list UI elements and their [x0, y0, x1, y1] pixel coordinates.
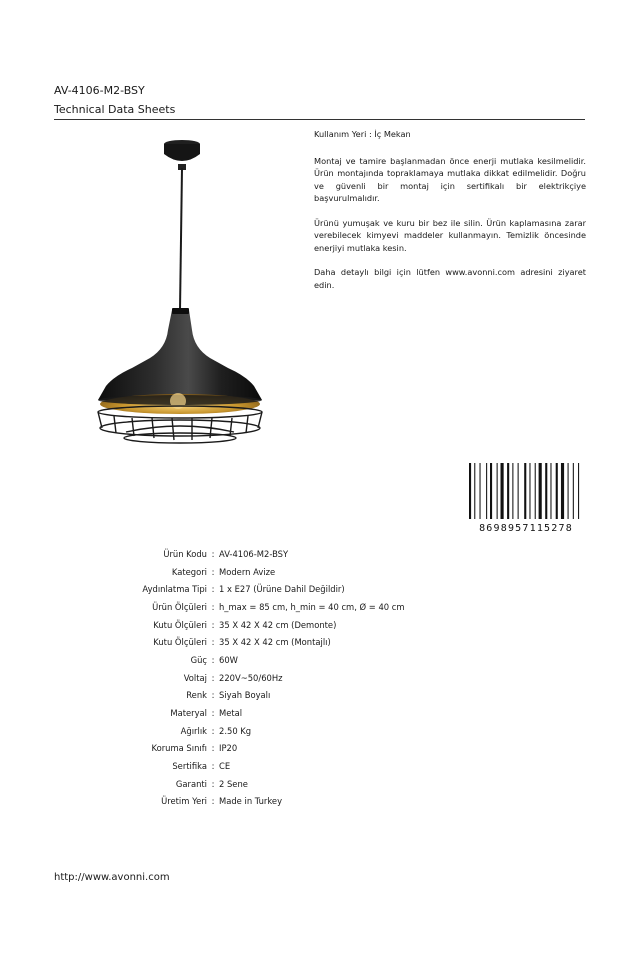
barcode-bar [490, 463, 492, 519]
spec-label: Kategori [171, 566, 207, 577]
spec-table [90, 545, 405, 810]
spec-separator: : [211, 548, 215, 559]
barcode-bar [518, 463, 519, 519]
barcode-bar [573, 463, 574, 519]
spec-row [90, 757, 405, 775]
barcode-bar [568, 463, 569, 519]
spec-separator: : [211, 637, 215, 648]
spec-value: 2 Sene [219, 778, 248, 789]
info-block [314, 128, 586, 303]
spec-label: Kutu Ölçüleri [153, 619, 207, 630]
barcode-number: 8698957115278 [479, 523, 573, 533]
spec-label: Sertifika [172, 761, 207, 772]
spec-value: 35 X 42 X 42 cm (Demonte) [219, 619, 337, 630]
page-subtitle: Technical Data Sheets [54, 103, 176, 116]
spec-value: 60W [219, 654, 238, 665]
spec-label: Aydınlatma Tipi [142, 584, 207, 595]
spec-value: 220V~50/60Hz [219, 672, 283, 683]
spec-label: Garanti [175, 778, 207, 789]
spec-value: h_max = 85 cm, h_min = 40 cm, Ø = 40 cm [219, 601, 405, 612]
spec-label: Voltaj [183, 672, 207, 683]
barcode-bar [561, 463, 564, 519]
spec-label: Kutu Ölçüleri [153, 637, 207, 648]
barcode-bar [512, 463, 513, 519]
spec-row [90, 633, 405, 651]
product-code-title: AV-4106-M2-BSY [54, 84, 145, 97]
spec-separator: : [211, 743, 215, 754]
barcode-bar [474, 463, 475, 519]
spec-separator: : [211, 601, 215, 612]
usage-text: Kullanım Yeri : İç Mekan [314, 129, 411, 139]
spec-row [90, 598, 405, 616]
spec-row [90, 669, 405, 687]
spec-label: Ürün Ölçüleri [152, 601, 207, 612]
spec-separator: : [211, 566, 215, 577]
spec-row [90, 687, 405, 705]
spec-value: 2.50 Kg [219, 725, 252, 736]
barcode-bar [486, 463, 487, 519]
spec-row [90, 775, 405, 793]
barcode-bar [535, 463, 536, 519]
spec-value: CE [219, 761, 231, 772]
barcode-bar [480, 463, 481, 519]
spec-value: IP20 [219, 743, 238, 754]
barcode-bar [501, 463, 504, 519]
barcode-bar [556, 463, 558, 519]
spec-row [90, 793, 405, 811]
barcode-bar [539, 463, 542, 519]
spec-value: AV-4106-M2-BSY [219, 548, 289, 559]
spec-value: 35 X 42 X 42 cm (Montajlı) [219, 637, 331, 648]
spec-separator: : [211, 654, 215, 665]
barcode-bar [550, 463, 551, 519]
spec-separator: : [211, 778, 215, 789]
website-paragraph: Daha detaylı bilgi için lütfen www.avonni.com adresini ziyaret edin. [314, 267, 586, 290]
cleaning-paragraph: Ürünü yumuşak ve kuru bir bez ile silin. Ürün kaplamasına zarar verebilecek kimyevi maddeler kullanmayın. Temizlik öncesinde enerjiyi mutlaka kesin. [314, 217, 586, 253]
spec-separator: : [211, 725, 215, 736]
spec-separator: : [211, 796, 215, 807]
spec-label: Renk [186, 690, 207, 701]
spec-row [90, 545, 405, 563]
spec-value: Metal [219, 708, 243, 719]
spec-label: Güç [190, 654, 207, 665]
spec-row [90, 722, 405, 740]
barcode-bar [469, 463, 471, 519]
barcode-bar [524, 463, 526, 519]
safety-paragraph: Montaj ve tamire başlanmadan önce enerji mutlaka kesilmelidir. Ürün montajında topraklamaya mutlaka dikkat edilmelidir. Doğru ve güvenli bir montaj için sertifikalı bir elektrikçiye başvurulmalıdır. [314, 155, 586, 203]
footer-url: http://www.avonni.com [54, 872, 170, 883]
spec-value: Modern Avize [219, 566, 276, 577]
spec-separator: : [211, 708, 215, 719]
spec-row [90, 740, 405, 758]
pendant-lamp-image [92, 138, 268, 450]
spec-row [90, 704, 405, 722]
spec-label: Üretim Yeri [161, 796, 207, 807]
spec-row [90, 616, 405, 634]
spec-row [90, 563, 405, 581]
barcode-bar [507, 463, 509, 519]
spec-separator: : [211, 672, 215, 683]
barcode-bar [545, 463, 547, 519]
spec-label: Koruma Sınıfı [151, 743, 207, 754]
spec-separator: : [211, 584, 215, 595]
spec-value: Siyah Boyalı [219, 690, 271, 701]
spec-row [90, 580, 405, 598]
header-divider [54, 119, 585, 120]
spec-value: 1 x E27 (Ürüne Dahil Değildir) [219, 584, 345, 595]
barcode-bar [578, 463, 579, 519]
spec-label: Ürün Kodu [163, 548, 207, 559]
spec-separator: : [211, 761, 215, 772]
barcode-image [467, 461, 585, 533]
spec-row [90, 651, 405, 669]
spec-separator: : [211, 619, 215, 630]
barcode-bar [529, 463, 530, 519]
spec-value: Made in Turkey [219, 796, 283, 807]
spec-label: Ağırlık [180, 725, 207, 736]
spec-label: Materyal [170, 708, 207, 719]
spec-separator: : [211, 690, 215, 701]
barcode-bar [497, 463, 498, 519]
